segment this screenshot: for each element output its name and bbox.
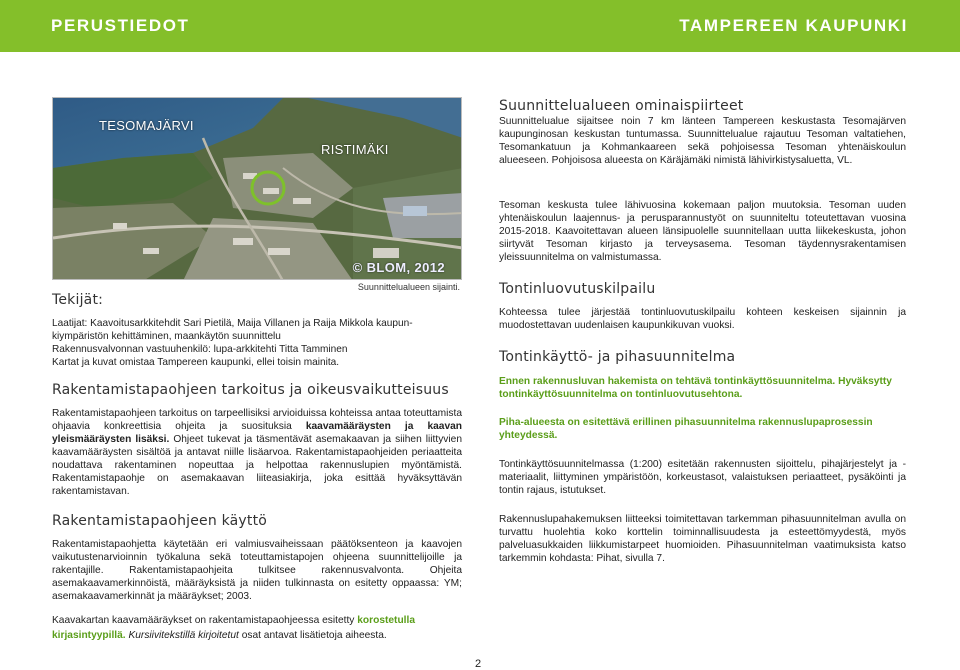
ominaispiirteet-paragraph-1: Suunnittelualue sijaitsee noin 7 km länteen Tampereen keskustasta Tesomajärven kaupunginosan keskustan tuntumassa. Suunnittelualue rajautuu Tesoman valtatiehen, Tesomankatuun ja Kohmankaareen sekä pohjoisessa Tesoman yhtenäiskoulun alueeseen. Pohjoisosa alueesta on Käräjämäki nimistä lähivirkistysaluetta, VL. (499, 116, 906, 166)
ominaispiirteet-heading: Suunnittelualueen ominaispiirteet (499, 98, 744, 114)
tarkoitus-paragraph (52, 407, 462, 498)
section-title: PERUSTIEDOT (51, 16, 190, 35)
organization-title: TAMPEREEN KAUPUNKI (679, 16, 908, 35)
tarkoitus-bold: kaavamääräysten ja kaavan yleismääräysten lisäksi. (52, 421, 462, 445)
map-label-ristimaki: RISTIMÄKI (321, 142, 389, 157)
kaytto-note-post: osat antavat lisätietoja aiheesta. (241, 630, 387, 641)
pihasuunnitelma-green-2: Piha-alueesta on esitettävä erillinen pihasuunnitelma rakennuslupaprosessin yhteydessä. (499, 417, 873, 441)
tarkoitus-text-2: Ohjeet tukevat ja täsmentävät asemakaavan ja siihen liittyvien kaavamääräysten sisältöä ja antavat niille lisäarvoa. Rakentamistapaohjeiden periaatteita noudattava rakentaminen nopeuttaa ja helpottaa rakennuslupien myöntämistä. Rakentamistapaohje on asemakaavan liiteasiakirja, joka esittää hyväksyttävän rakentamistavan. (52, 434, 462, 497)
pihasuunnitelma-heading: Tontinkäyttö- ja pihasuunnitelma (499, 349, 736, 365)
tontinluovutus-paragraph: Kohteessa tulee järjestää tontinluovutuskilpailu kohteen keskeisen sijainnin ja muodostettavan uudenlaisen kaupunkikuvan vuoksi. (499, 307, 906, 331)
tekijat-line: Rakennusvalvonnan vastuuhenkilö: lupa-arkkitehti Titta Tamminen (52, 344, 348, 355)
pihasuunnitelma-green-1: Ennen rakennusluvan hakemista on tehtävä tontinkäyttösuunnitelma. Hyväksytty tontinkäyttösuunnitelma on tontinluovutusehtona. (499, 376, 892, 400)
kaytto-heading: Rakentamistapaohjeen käyttö (52, 513, 268, 529)
tekijat-line: kiympäristön kehittäminen, maankäytön suunnittelu (52, 331, 281, 342)
kaytto-note-green: korostetulla kirjasintyypillä. (52, 615, 415, 641)
kaytto-note (52, 613, 462, 643)
tarkoitus-heading: Rakentamistapaohjeen tarkoitus ja oikeusvaikutteisuus (52, 382, 449, 398)
map-copyright: © BLOM, 2012 (352, 260, 445, 275)
map-caption: Suunnittelualueen sijainti. (357, 282, 460, 292)
header-band (0, 0, 960, 52)
pihasuunnitelma-paragraph-1: Tontinkäyttösuunnitelmassa (1:200) esitetään rakennusten sijoittelu, pihajärjestelyt ja -materiaalit, liittyminen ympäristöön, korkeustasot, valaistuksen periaatteet, pysäköinti ja tontin rajaus, istutukset. (499, 459, 906, 496)
tekijat-list (52, 317, 462, 369)
ominaispiirteet-paragraph-2: Tesoman keskusta tulee lähivuosina kokemaan paljon muutoksia. Tesoman uuden yhtenäiskoulun laajennus- ja perusparannustyöt on suunniteltu toteutettavan vuosina 2015-2018. Kaavoitettavan alueen länsipuolelle suunnitellaan uutta liikekeskusta, johon siirtyvät Tesoman kirjasto ja terveysasema. Tesoman täydennysrakentamisen yleissuunnitelma on valmistumassa. (499, 200, 906, 263)
kaytto-note-pre: Kaavakartan kaavamääräykset on rakentamistapaohjeessa esitetty (52, 615, 355, 626)
kaytto-paragraph: Rakentamistapaohjetta käytetään eri valmiusvaiheissaan päätöksenteon ja kaavojen vaikutustenarvioinnin työkaluna sekä toteuttamistapojen ohjeena suunnittelijoille ja rakentajille. Rakentamistapaohjeita tulkitsee rakennusvalvonta. Ohjeita asemakaavamerkinnöistä, määräyksistä ja niiden tulkinnasta on esitetty oppaassa: YM; asemakaavamerkinnät ja määräykset; 2003. (52, 539, 462, 602)
pihasuunnitelma-paragraph-2: Rakennuslupahakemuksen liitteeksi toimitettavan tarkemman pihasuunnitelman avulla on turvattu huolehtia koko korttelin toiminnallisuudesta ja esteettömyydestä, myös palveluasukkaiden liikkumistarpeet huomioiden. Pihasuunnitelman vaatimuksista katso tarkemmin kohdasta: Pihat, sivulla 7. (499, 514, 906, 564)
map-label-tesomajarvi: TESOMAJÄRVI (99, 118, 194, 133)
aerial-map-image (52, 97, 462, 280)
tekijat-line: Laatijat: Kaavoitusarkkitehdit Sari Pietilä, Maija Villanen ja Raija Mikkola kaupun- (52, 318, 413, 329)
tekijat-line: Kartat ja kuvat omistaa Tampereen kaupunki, ellei toisin mainita. (52, 357, 340, 368)
tarkoitus-text: Rakentamistapaohjeen tarkoitus on tarpeellisiksi arvioiduissa kohteissa antaa toteuttamista ohjaavia konkreettisia ohjeita ja suosituksia (52, 408, 462, 432)
tontinluovutus-heading: Tontinluovutuskilpailu (499, 281, 656, 297)
page-number: 2 (475, 658, 482, 670)
tekijat-heading: Tekijät: (52, 292, 104, 308)
kaytto-note-italic: Kursiivitekstillä kirjoitetut (128, 630, 239, 641)
